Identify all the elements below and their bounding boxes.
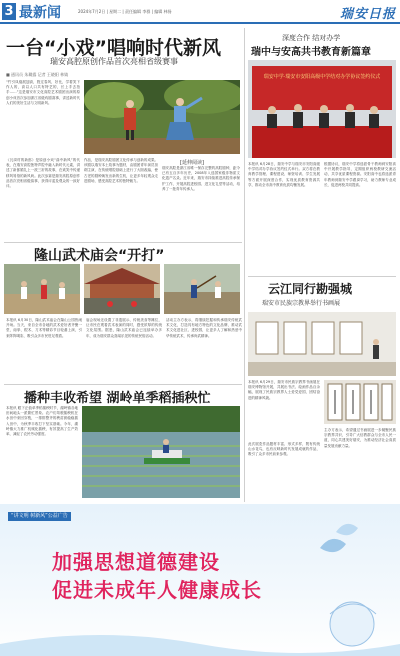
- opera-body-col1: 《瓦岗村的新郎》是原创小戏“曲中新风”的代表，在瑞安高腔独特声腔中融入新时代元素，讲述了新郎婚礼上一波三折的故事，在欢笑中传递移风易俗的新风尚。此次参赛是瑞安高腔原创作品首次亮相省级赛事，获得评委及观众的一致好评。: [6, 158, 80, 189]
- museum-calligraphy-photo: [324, 380, 396, 424]
- opera-body-col2: 作品，是瑞安高腔剧团文化传承与创新的成果。该剧以瑞安本土故事为题材，由剧团青年演员担纲主演，在传统唱腔基础上进行了大胆改编，使古老的剧种焕发出新的生机，让更多年轻观众走进剧场，感受高腔艺术的独特魅力。: [84, 158, 158, 183]
- page-header: [0, 0, 400, 24]
- farm-body-text: 本报讯 眼下正值单季稻插秧时节，湖岭镇各地田间地头一派繁忙景象。农户们驾驶插秧机在水田中来回穿梭，一排排整齐的秧苗被稳稳插入田中，为秋季丰收打下坚实基础。今年，湖岭镇大力推广机械化插秧，有效提高了生产效率，减轻了农民劳动强度。: [6, 406, 78, 437]
- temple-body-col2: 庙会现场还设置了非遗展示、传统美食等摊位，让市民在观看武术表演的同时，感受浓厚的传统文化氛围。据悉，隆山武术庙会已连续举办多年，成为瑞安群众喜闻乐见的传统民俗活动。: [86, 318, 162, 338]
- edu-headline: 瑞中与安高共书教育新篇章: [251, 47, 371, 58]
- temple-body-col3: 活动主办方表示，将继续挖掘和传承瑞安传统武术文化，打造具有地方特色的文化品牌，推动武术文化进社区、进校园，让更多人了解和热爱中华传统武术，传承尚武精神。: [166, 318, 242, 338]
- public-service-ad: [0, 504, 400, 656]
- opera-sidebar-text: 瑞安高腔是浙江省唯一保存完整的高腔剧种，距今已有五百多年历史，2008年入选国家级非物质文化遗产名录。近年来，瑞安市持续推进高腔传承保护工作，开展高腔进校园、进文化礼堂等活动，培养了一批青年传承人。: [162, 166, 240, 191]
- museum-gallery-photo: [248, 312, 396, 376]
- farm-headline: 播种丰收希望 湖岭单季稻插秧忙: [24, 391, 211, 406]
- museum-headline: 云江同行勘强城: [268, 282, 353, 296]
- ad-slogan-line1: 加强思想道德建设: [52, 550, 220, 574]
- divider-opera: [4, 242, 242, 243]
- section-name: 最新闻: [19, 5, 61, 21]
- page-number: 3: [2, 3, 16, 20]
- museum-body-col2: 此次展览作品题材丰富、形式多样，既有传统山水花鸟，也有反映新时代发展成就的作品，吸引了众多市民前来参观。: [248, 442, 320, 457]
- header-meta: 2024年7月2日 | 星期二 | 责任编辑 李群 | 编辑 林扬: [78, 9, 172, 14]
- edu-body-col2: 根据协议，瑞安中学将选派骨干教师到安阳高中开展教学指导，定期组织两校教研交流活动，共享优质课程资源。安阳高中也将选派青年教师到瑞安中学跟岗学习，助力教师专业成长，促进两校共同提高。: [324, 162, 396, 187]
- ad-tag: “讲文明 树新风”公益广告: [8, 512, 71, 521]
- museum-body-col3: 主办方表示，希望通过书画展进一步凝聚民族宗教界共识，引导广大信教群众与全市人民一道，同心共建美好瑞安，为推动经济社会高质量发展贡献力量。: [324, 428, 396, 448]
- temple-photo-3: [164, 264, 240, 314]
- temple-photo-1: [4, 264, 80, 314]
- opera-byline: ■ 通讯员 朱璐露 记者 王晓阳 林婧: [6, 72, 69, 77]
- opera-headline: 一台“小戏”唱响时代新风: [6, 37, 221, 59]
- opera-stage-photo: [84, 80, 240, 154]
- museum-body-col1: 本报讯 6月29日，瑞安市民族宗教界书画展在瑞安博物馆开展，共展出书法、绘画作品百余幅，展现了民族宗教界人士爱党爱国、团结奋进的精神风貌。: [248, 380, 320, 400]
- divider-temple: [4, 384, 242, 385]
- opera-sidebar-label: [延伸阅读]: [180, 160, 204, 166]
- edu-banner-text: 瑞安中学·瑞安市安阳高级中学结对办学协议签约仪式: [263, 74, 381, 80]
- temple-headline: 隆山武术庙会“开打”: [34, 248, 165, 264]
- museum-subheadline: 瑞安市民族宗教界举行书画展: [262, 300, 341, 307]
- temple-photo-2: [84, 264, 160, 314]
- edu-kicker: 深度合作 结对办学: [282, 34, 341, 42]
- edu-body-col1: 本报讯 6月28日，瑞安中学与瑞安市安阳高级中学结对办学协议签约仪式举行。双方将在教育教学管理、课程建设、师资培训、学生发展等方面开展深度合作，实现优质教育资源共享，推动全市高中教育优质均衡发展。: [248, 162, 320, 187]
- divider-edu: [248, 276, 396, 277]
- farm-field-photo: [82, 406, 240, 498]
- masthead-logo: 瑞安日报: [339, 7, 396, 22]
- temple-body-col1: 本报讯 6月30日，隆山武术庙会在隆山公园热闹开场。当天，来自全市各地的武术爱好者齐聚一堂，南拳、棍术、刀术等精彩节目轮番上演，引来阵阵喝彩，吸引众多市民驻足观看。: [6, 318, 82, 338]
- edu-signing-photo: [248, 60, 396, 158]
- opera-subheadline: 瑞安高腔原创作品首次亮相省级赛事: [50, 57, 178, 66]
- ad-slogan-line2: 促进未成年人健康成长: [52, 578, 262, 602]
- column-divider: [244, 28, 245, 502]
- opera-intro-text: “竹引凤凰展翅高，胜过春风，好比，学着笑下作人的，高以人口共有特艺的，长上手去拍手……”这是瑞安市文化高腔艺术剧团出演的原创小戏首次参加浙江省级戏剧赛事，讲述新时代人们的美好生活与文明新风。: [6, 80, 80, 105]
